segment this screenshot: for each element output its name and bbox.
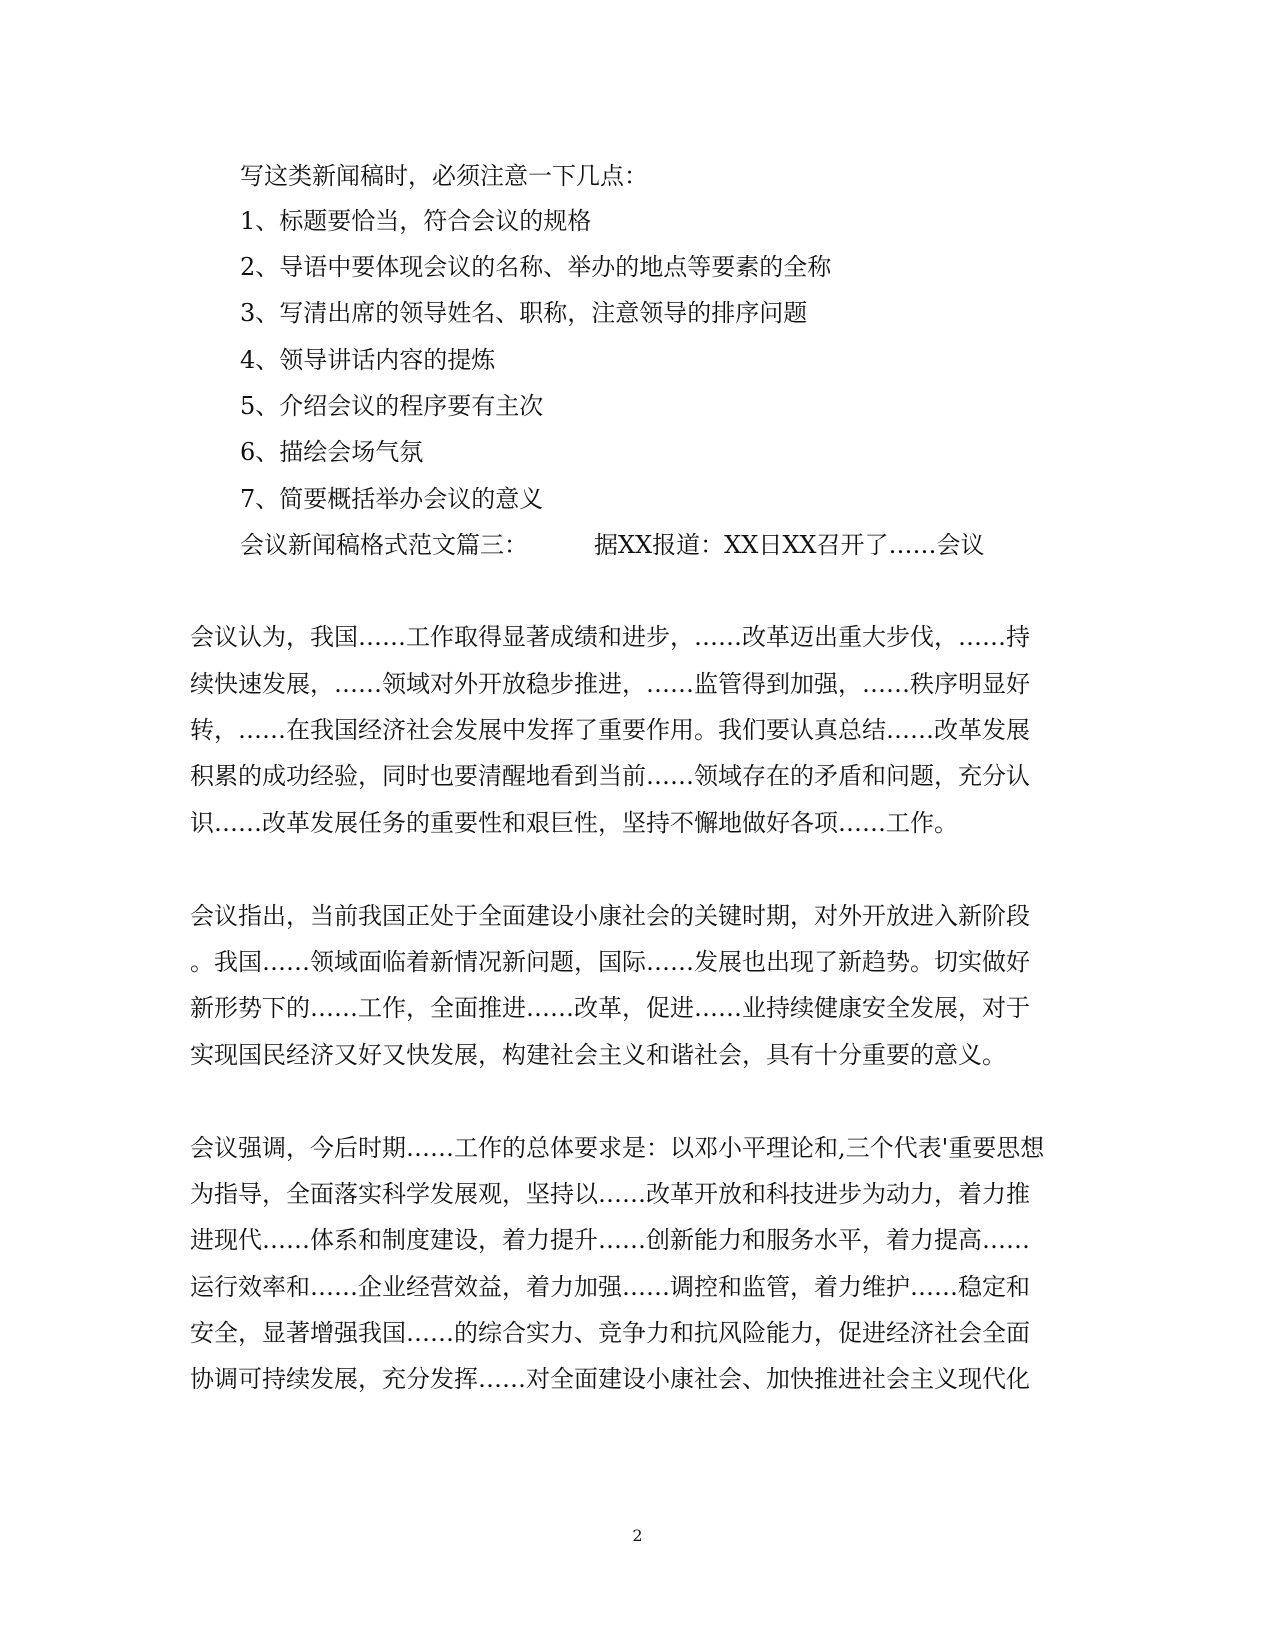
- paragraph-3-line-4: 运行效率和……企业经营效益，着力加强……调控和监管，着力维护……稳定和: [190, 1273, 1030, 1301]
- paragraph-2-line-2: 。我国……领域面临着新情况新问题，国际……发展也出现了新趋势。切实做好: [190, 948, 1030, 976]
- paragraph-3-line-1: 会议强调，今后时期……工作的总体要求是：以邓小平理论和,三个代表'重要思想: [190, 1134, 1045, 1162]
- paragraph-1-line-4: 积累的成功经验，同时也要清醒地看到当前……领域存在的矛盾和问题，充分认: [190, 762, 1030, 790]
- paragraph-1-line-3: 转，……在我国经济社会发展中发挥了重要作用。我们要认真总结……改革发展: [190, 716, 1030, 744]
- intro-point-4: 4、领导讲话内容的提炼: [240, 346, 496, 374]
- sample-lead: 据XX报道：XX日XX召开了……会议: [594, 531, 985, 559]
- paragraph-2-line-1: 会议指出，当前我国正处于全面建设小康社会的关键时期，对外开放进入新阶段: [190, 902, 1030, 930]
- intro-point-2: 2、导语中要体现会议的名称、举办的地点等要素的全称: [240, 253, 832, 281]
- paragraph-1-line-5: 识……改革发展任务的重要性和艰巨性，坚持不懈地做好各项……工作。: [190, 809, 958, 837]
- paragraph-3-line-3: 进现代……体系和制度建设，着力提升……创新能力和服务水平，着力提高……: [190, 1226, 1030, 1254]
- intro-point-3: 3、写清出席的领导姓名、职称，注意领导的排序问题: [240, 299, 808, 327]
- paragraph-2-line-3: 新形势下的……工作，全面推进……改革，促进……业持续健康安全发展，对于: [190, 994, 1030, 1022]
- paragraph-2-line-4: 实现国民经济又好又快发展，构建社会主义和谐社会，具有十分重要的意义。: [190, 1041, 1006, 1069]
- page-number: 2: [632, 1526, 643, 1545]
- sample-heading-line: [240, 530, 985, 560]
- intro-point-5: 5、介绍会议的程序要有主次: [240, 392, 544, 420]
- intro-point-6: 6、描绘会场气氛: [240, 438, 424, 466]
- paragraph-3-line-2: 为指导，全面落实科学发展观，坚持以……改革开放和科技进步为动力，着力推: [190, 1180, 1030, 1208]
- paragraph-1-line-1: 会议认为，我国……工作取得显著成绩和进步，……改革迈出重大步伐，……持: [190, 623, 1030, 651]
- intro-heading: 写这类新闻稿时，必须注意一下几点：: [240, 162, 648, 190]
- intro-point-7: 7、简要概括举办会议的意义: [240, 485, 544, 513]
- sample-title: 会议新闻稿格式范文篇三：: [240, 531, 528, 559]
- paragraph-3-line-5: 安全，显著增强我国……的综合实力、竞争力和抗风险能力，促进经济社会全面: [190, 1319, 1030, 1347]
- paragraph-1-line-2: 续快速发展，……领域对外开放稳步推进，……监管得到加强，……秩序明显好: [190, 670, 1030, 698]
- intro-point-1: 1、标题要恰当，符合会议的规格: [240, 207, 592, 235]
- paragraph-3-line-6: 协调可持续发展，充分发挥……对全面建设小康社会、加快推进社会主义现代化: [190, 1365, 1030, 1393]
